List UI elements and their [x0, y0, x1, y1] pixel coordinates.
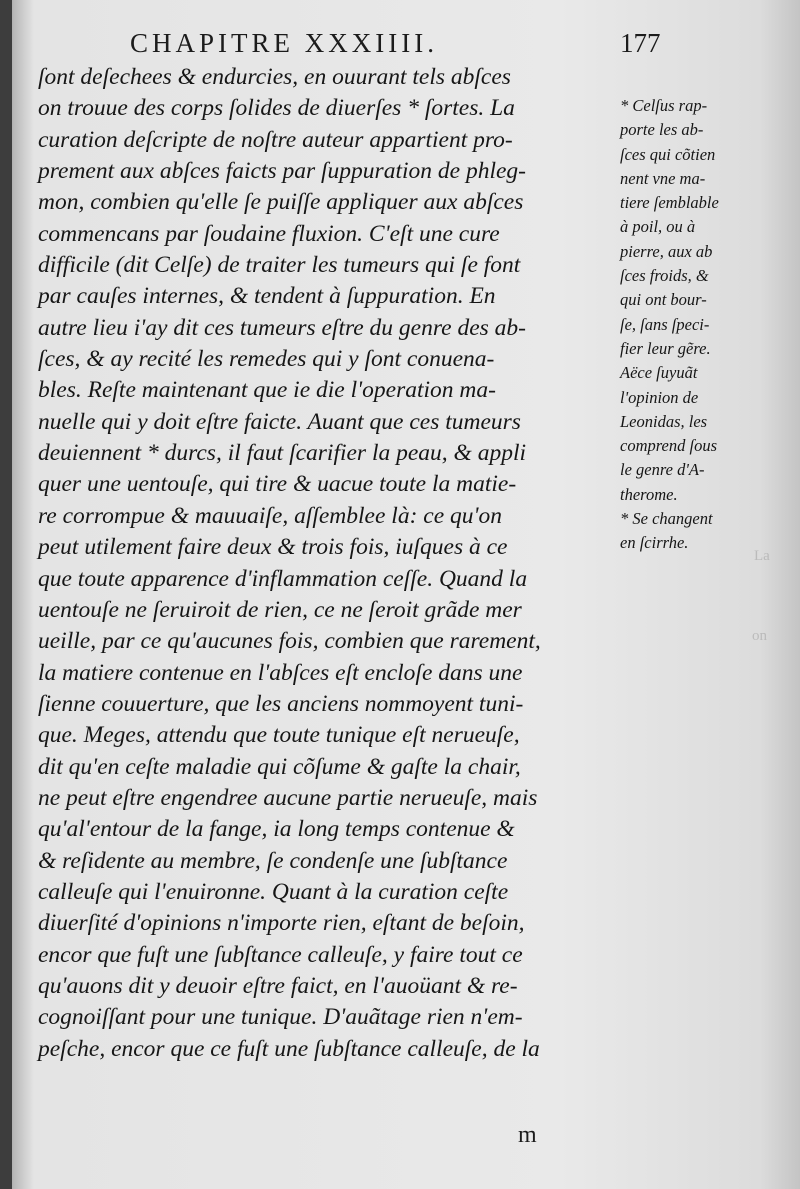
text-line: bles. Reſte maintenant que ie die l'operation ma- [38, 377, 496, 404]
text-line: peut utilement faire deux & trois fois, iuſques à ce [38, 534, 508, 561]
text-line: dit qu'en ceſte maladie qui cõſume & gaſte la chair, [38, 753, 521, 780]
text-line: ſont deſechees & endurcies, en ouurant tels abſces [38, 64, 511, 90]
margin-note-line: comprend ſous [620, 436, 718, 456]
margin-note-line: ſces froids, & [620, 266, 709, 286]
text-line: ne peut eſtre engendree aucune partie nerueuſe, mais [38, 784, 538, 811]
text-line: autre lieu i'ay dit ces tumeurs eſtre du genre des ab- [38, 314, 526, 341]
text-line: uentouſe ne ſeruiroit de rien, ce ne ſeroit grãde mer [38, 596, 522, 623]
text-line: mon, combien qu'elle ſe puiſſe appliquer aux abſces [38, 189, 524, 216]
margin-note-line: porte les ab- [620, 120, 704, 140]
text-line: cognoiſſant pour une tunique. D'auãtage rien n'em- [38, 1004, 523, 1031]
text-line: encor que fuſt une ſubſtance calleuſe, y faire tout ce [38, 941, 523, 968]
text-line: re corrompue & mauuaiſe, aſſemblee là: ce qu'on [38, 502, 503, 529]
text-line: deuiennent * durcs, il faut ſcarifier la peau, & appli [38, 440, 527, 467]
margin-note-line: ſe, ſans ſpeci- [620, 314, 710, 334]
text-line: diuerſité d'opinions n'importe rien, eſtant de beſoin, [38, 910, 525, 937]
text-line: difficile (dit Celſe) de traiter les tumeurs qui ſe font [38, 252, 521, 279]
margin-note-line: nent vne ma- [620, 168, 706, 188]
page-number: 177 [620, 28, 661, 58]
text-line: commencans par ſoudaine fluxion. C'eſt une cure [38, 220, 500, 247]
margin-note-line: l'opinion de [620, 387, 699, 407]
chapter-title: CHAPITRE XXXIIII. [130, 28, 438, 58]
margin-note-line: fier leur gẽre. [620, 338, 711, 358]
text-line: qu'auons dit y deuoir eſtre faict, en l'auoüant & re- [38, 972, 518, 999]
margin-note-line: ſces qui cõtien [620, 144, 716, 164]
text-line: peſche, encor que ce fuſt une ſubſtance calleuſe, de la [38, 1035, 540, 1062]
margin-note-line: Leonidas, les [620, 411, 708, 431]
show-through-mark: La [754, 548, 770, 564]
page-binding-edge [0, 0, 12, 1189]
margin-note-line: qui ont bour- [620, 290, 707, 310]
text-line: on trouue des corps ſolides de diuerſes * ſortes. La [38, 95, 515, 122]
margin-notes [620, 94, 792, 556]
text-line: la matiere contenue en l'abſces eſt encloſe dans une [38, 659, 523, 686]
signature-mark: m [518, 1122, 537, 1148]
main-text-block [38, 62, 618, 1065]
margin-note-line: therome. [620, 484, 678, 504]
text-line: quer une uentouſe, qui tire & uacue toute la matie- [38, 471, 517, 498]
margin-note-line: tiere ſemblable [620, 193, 719, 213]
margin-note-line: Aëce ſuyuãt [620, 363, 698, 383]
margin-note-line: le genre d'A- [620, 460, 705, 480]
show-through-mark: on [752, 628, 767, 644]
margin-note-line: en ſcirrhe. [620, 533, 689, 553]
margin-note-line: * Se changent [620, 509, 713, 529]
text-line: que toute apparence d'inflammation ceſſe. Quand la [38, 565, 528, 592]
text-line: prement aux abſces faicts par ſuppuration de phleg- [38, 158, 526, 185]
text-line: qu'al'entour de la fange, ia long temps contenue & [38, 816, 515, 843]
text-line: calleuſe qui l'enuironne. Quant à la curation ceſte [38, 878, 509, 905]
margin-note-line: à poil, ou à [620, 217, 696, 237]
text-line: ſienne couuerture, que les anciens nommoyent tuni- [38, 690, 524, 717]
margin-note-line: * Celſus rap- [620, 96, 708, 115]
text-line: que. Meges, attendu que toute tunique eſt nerueuſe, [38, 722, 520, 749]
text-line: curation deſcripte de noſtre auteur appartient pro- [38, 126, 513, 153]
text-line: ueille, par ce qu'aucunes fois, combien que rarement, [38, 628, 541, 655]
text-line: nuelle qui y doit eſtre faicte. Auant que ces tumeurs [38, 408, 521, 435]
text-line: & reſidente au membre, ſe condenſe une ſubſtance [38, 847, 508, 874]
text-line: par cauſes internes, & tendent à ſuppuration. En [38, 283, 496, 310]
text-line: ſces, & ay recité les remedes qui y ſont conuena- [38, 346, 495, 373]
margin-note-line: pierre, aux ab [620, 241, 713, 261]
